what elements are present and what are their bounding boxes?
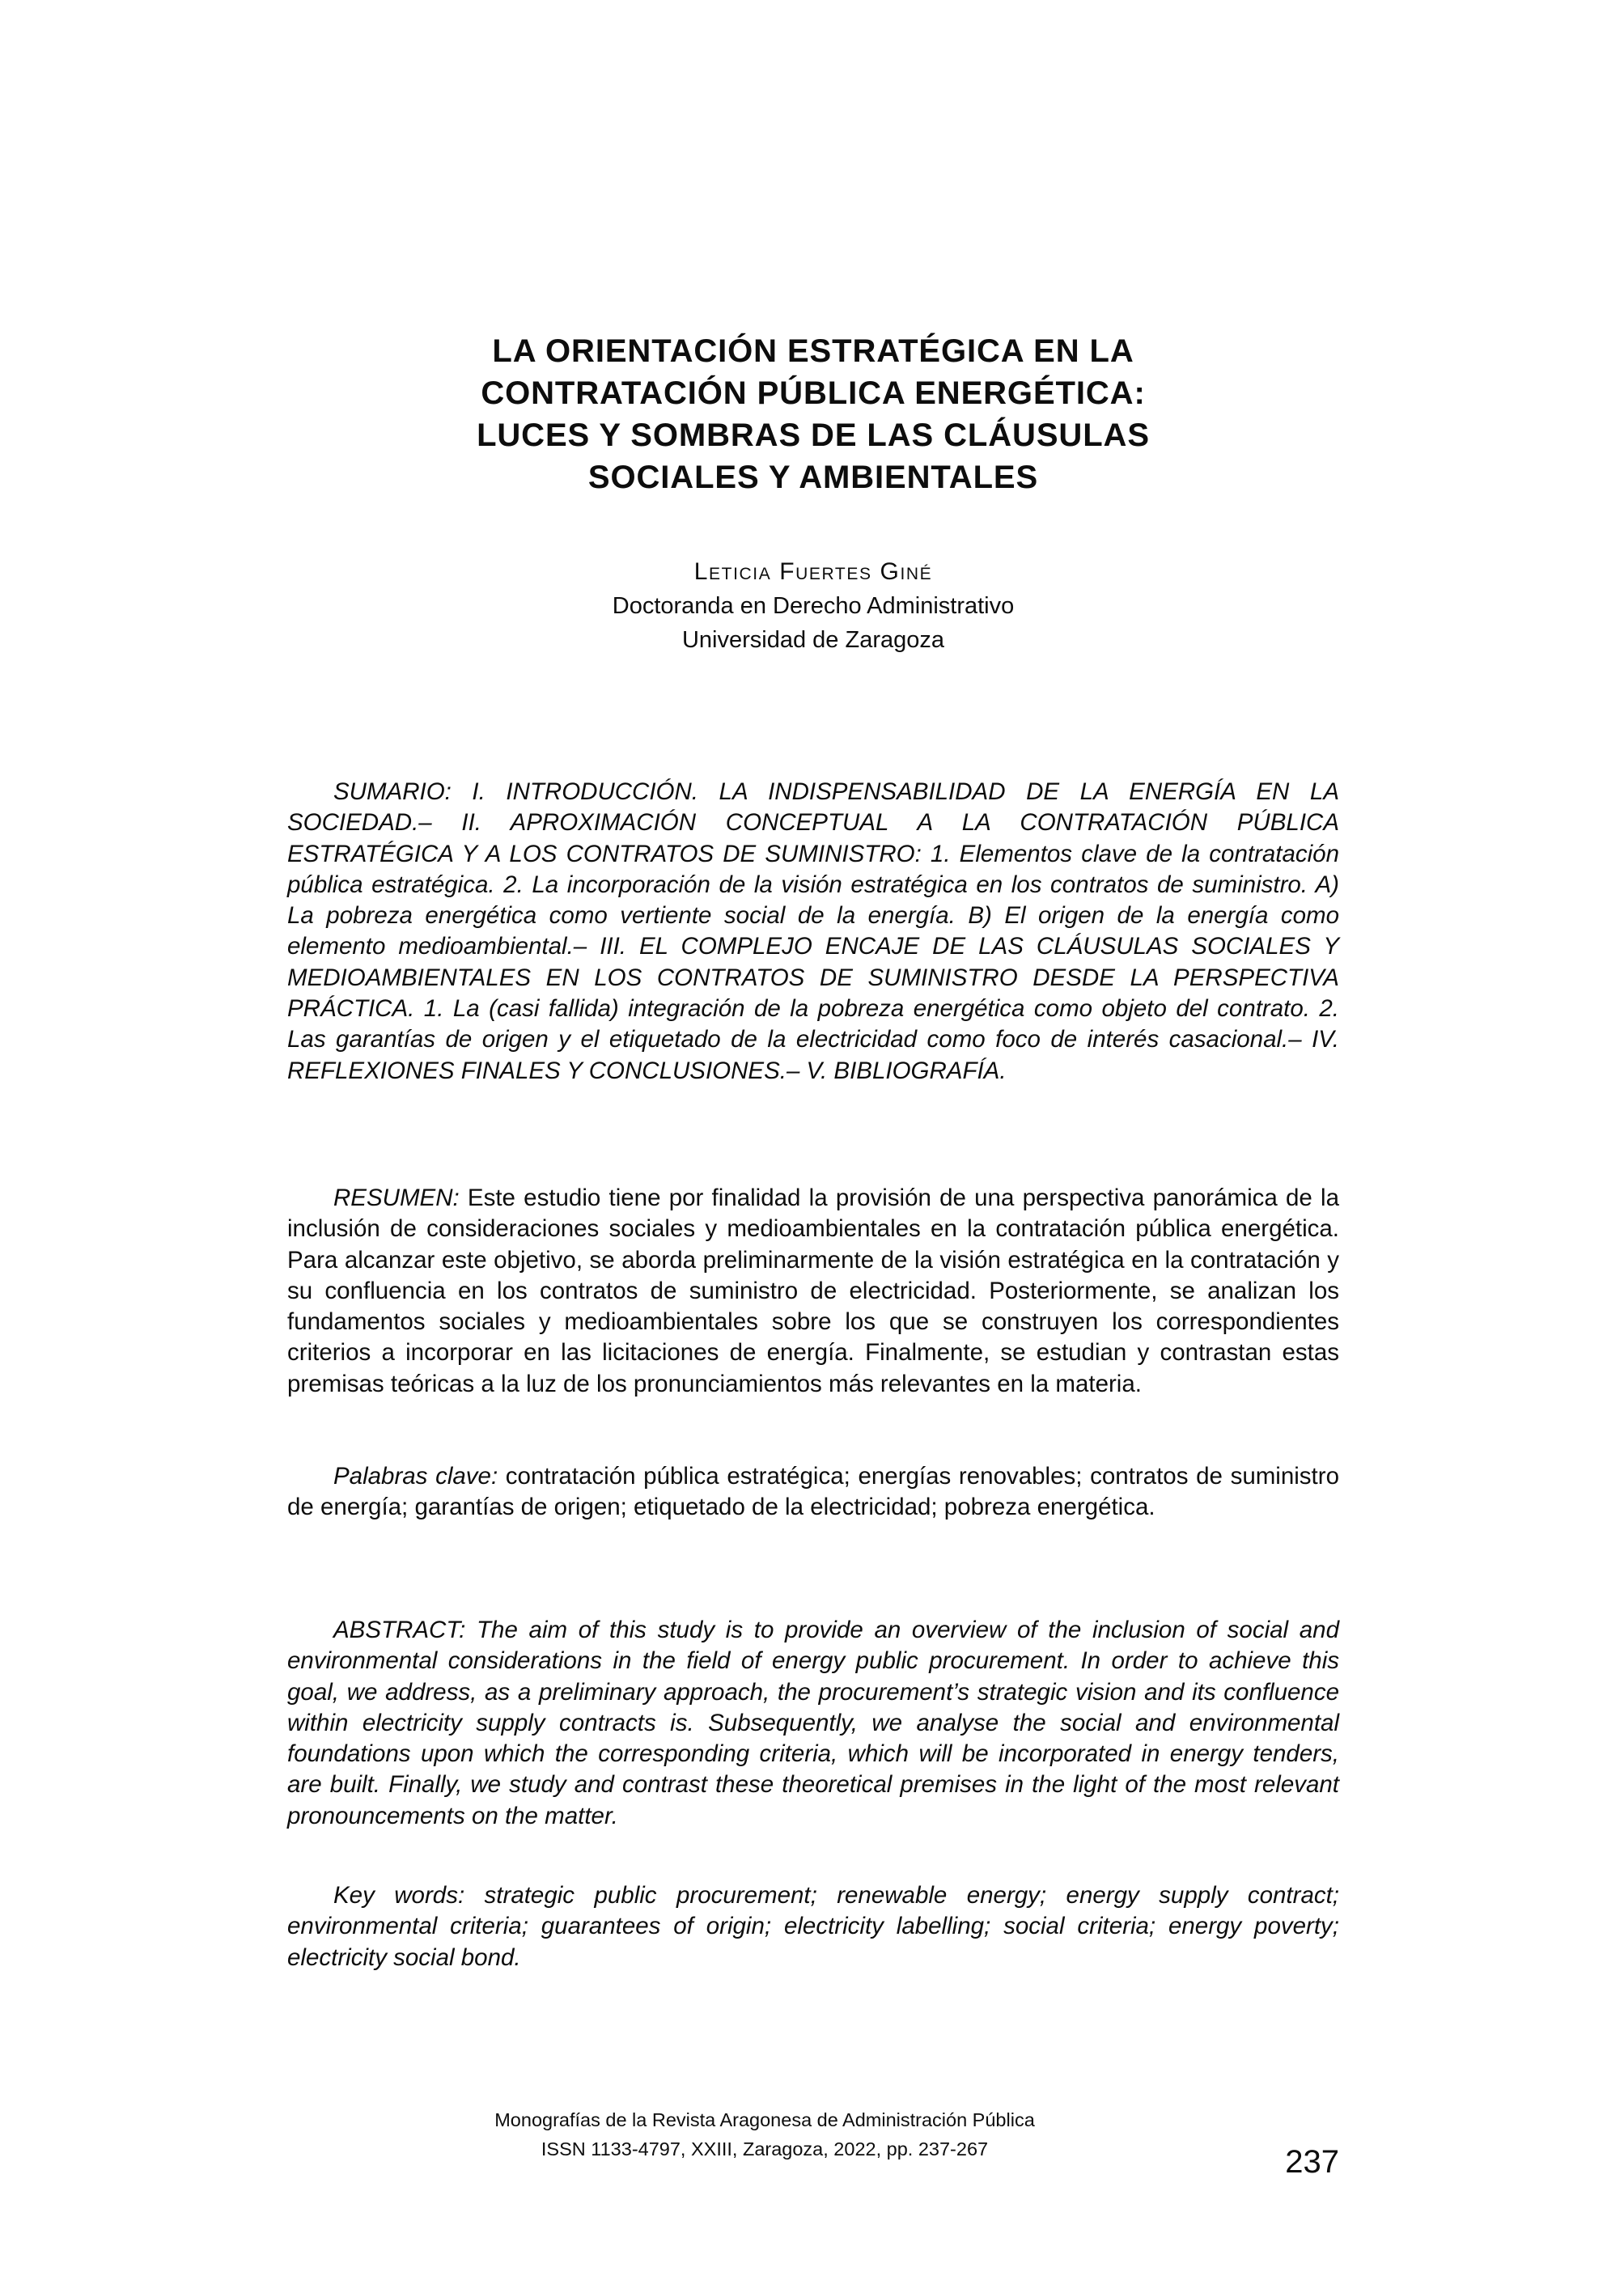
author-block [287,555,1339,657]
palabras-clave-label: Palabras clave: [333,1463,498,1490]
resumen-paragraph [287,1183,1339,1400]
author-name: Leticia Fuertes Giné [693,558,933,585]
sumario-text: I. INTRODUCCIÓN. LA INDISPENSABILIDAD DE LA ENERGÍA EN LA SOCIEDAD.– II. APROXIMACIÓN CONCEPTUAL A LA CONTRATACIÓN PÚBLICA ESTRATÉGICA Y A LOS CONTRATOS DE SUMINISTRO: 1. Elementos clave de la contratación pública estratégica. 2. La incorporación de la visión estratégica en los contratos de suministro. A) La pobreza energética como vertiente social de la energía. B) El origen de la energía como elemento medioambiental.– III. EL COMPLEJO ENCAJE DE LAS CLÁUSULAS SOCIALES Y MEDIOAMBIENTALES EN LOS CONTRATOS DE SUMINISTRO DESDE LA PERSPECTIVA PRÁCTICA. 1. La (casi fallida) integración de la pobreza energética como objeto del contrato. 2. Las garantías de origen y el etiquetado de la electricidad como foco de interés casacional.– IV. REFLEXIONES FINALES Y CONCLUSIONES.– V. BIBLIOGRAFÍA. [287,778,1339,1084]
key-words-paragraph [287,1880,1339,1973]
palabras-clave-text: contratación pública estratégica; energías renovables; contratos de suministro de energía; garantías de origen; etiquetado de la electricidad; pobreza energética. [287,1463,1339,1521]
abstract-text: The aim of this study is to provide an overview of the inclusion of social and environmental considerations in the field of energy public procurement. In order to achieve this goal, we address, as a preliminary approach, the procurement’s strategic vision and its confluence within electricity supply contracts is. Subsequently, we analyse the social and environmental foundations upon which the corresponding criteria, which will be incorporated in energy tenders, are built. Finally, we study and contrast these theoretical premises in the light of the most relevant pronouncements on the matter. [287,1617,1339,1829]
author-affiliation: Universidad de Zaragoza [681,627,944,653]
footer-journal-block [287,2105,1339,2164]
author-role: Doctoranda en Derecho Administrativo [612,593,1015,619]
title-line-2: CONTRATACIÓN PÚBLICA ENERGÉTICA: [481,375,1146,411]
key-words-label: Key words: [333,1882,465,1909]
title-line-3: LUCES Y SOMBRAS DE LAS CLÁUSULAS [477,417,1150,453]
abstract-paragraph [287,1615,1339,1832]
title-line-4: SOCIALES Y AMBIENTALES [587,460,1039,495]
palabras-clave-paragraph [287,1461,1339,1524]
sumario-paragraph [287,777,1339,1087]
page-number: 237 [1285,2144,1339,2180]
page-footer [287,2105,1339,2180]
key-words-text: strategic public procurement; renewable energy; energy supply contract; environmental criteria; guarantees of origin; electricity labelling; social criteria; energy poverty; electricity social bond. [287,1882,1339,1971]
sumario-label: SUMARIO: [333,778,452,805]
abstract-label: ABSTRACT: [333,1617,466,1643]
resumen-text: Este estudio tiene por finalidad la provisión de una perspectiva panorámica de la inclusión de consideraciones sociales y medioambientales en la contratación pública energética. Para alcanzar este objetivo, se aborda preliminarmente de la visión estratégica en la contratación y su confluencia en los contratos de suministro de electricidad. Posteriormente, se analizan los fundamentos sociales y medioambientales sobre los que se construyen los correspondientes criterios a incorporar en las licitaciones de energía. Finalmente, se estudian y contrastan estas premisas teóricas a la luz de los pronunciamientos más relevantes en la materia. [287,1185,1339,1397]
resumen-label: RESUMEN: [333,1185,460,1211]
footer-journal-name: Monografías de la Revista Aragonesa de Administración Pública [494,2109,1035,2130]
footer-issn-line: ISSN 1133-4797, XXIII, Zaragoza, 2022, pp. 237-267 [541,2138,989,2159]
title-line-1: LA ORIENTACIÓN ESTRATÉGICA EN LA [492,333,1134,369]
page-title [287,330,1339,498]
